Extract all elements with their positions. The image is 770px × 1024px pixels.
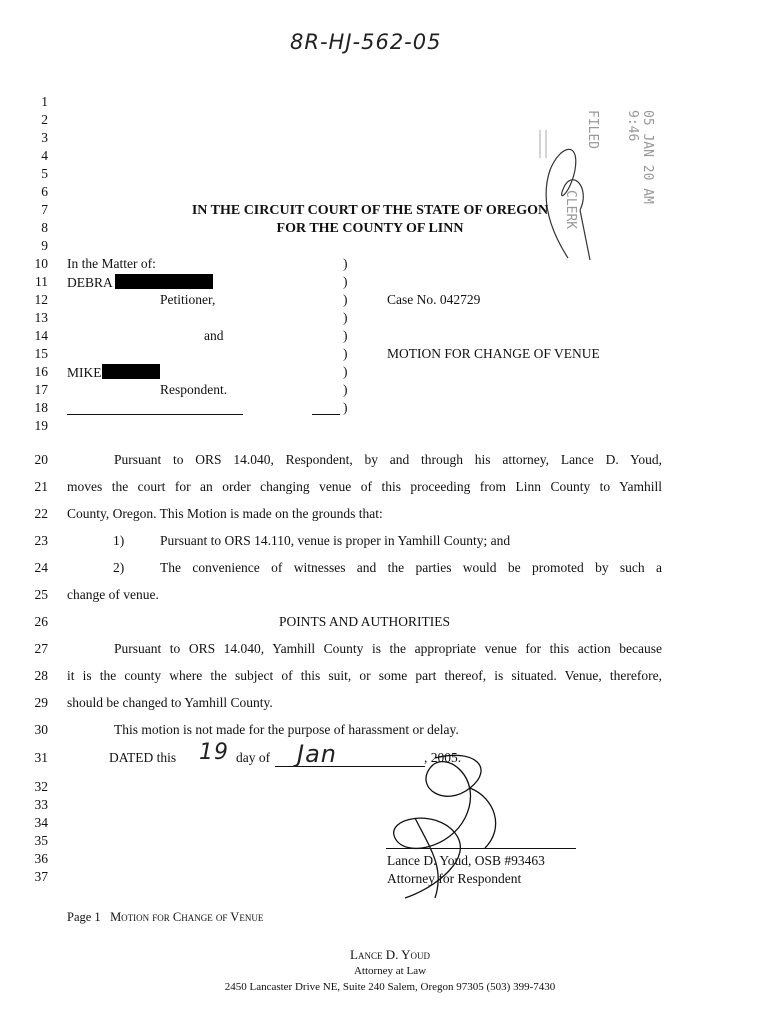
court-name: IN THE CIRCUIT COURT OF THE STATE OF OREGON <box>191 203 549 218</box>
caption-paren: ) <box>343 328 348 343</box>
clerk-stamp-scribble <box>520 110 660 270</box>
handwritten-case-number: 8R-HJ-562-05 <box>290 30 442 54</box>
line-number: 27 <box>34 641 48 656</box>
line-number: 6 <box>41 184 48 199</box>
line-number: 17 <box>34 382 48 397</box>
line-number: 26 <box>34 614 48 629</box>
line-number: 7 <box>41 202 48 217</box>
page-label: Page 1 <box>67 910 101 924</box>
line-number: 33 <box>34 797 48 812</box>
item-2-text-line-1: The convenience of witnesses and the parties would be promoted by such a <box>160 560 662 575</box>
caption-paren: ) <box>343 364 348 379</box>
petitioner-role: Petitioner, <box>160 292 216 307</box>
line-number: 22 <box>34 506 48 521</box>
dated-month: Jan <box>297 740 337 768</box>
line-number: 21 <box>34 479 48 494</box>
line-number: 32 <box>34 779 48 794</box>
line-number: 18 <box>34 400 48 415</box>
caption-paren: ) <box>343 274 348 289</box>
line-number: 10 <box>34 256 48 271</box>
caption-underline-right <box>312 414 340 415</box>
letterhead-attorney-name: Lance D. Youd <box>350 947 430 962</box>
court-county: FOR THE COUNTY OF LINN <box>276 221 464 236</box>
redaction-bar <box>102 364 160 379</box>
line-number: 13 <box>34 310 48 325</box>
line-number: 30 <box>34 722 48 737</box>
line-number: 14 <box>34 328 48 343</box>
motion-title: MOTION FOR CHANGE OF VENUE <box>387 346 600 361</box>
line-number: 8 <box>41 220 48 235</box>
line-number: 12 <box>34 292 48 307</box>
filing-stamp-filed: FILED <box>585 110 600 150</box>
caption-paren: ) <box>343 346 348 361</box>
line-number: 20 <box>34 452 48 467</box>
line-number: 3 <box>41 130 48 145</box>
line-number: 24 <box>34 560 48 575</box>
line-number: 34 <box>34 815 48 830</box>
caption-paren: ) <box>343 400 348 415</box>
line-number: 28 <box>34 668 48 683</box>
item-1-text: Pursuant to ORS 14.110, venue is proper in Yamhill County; and <box>160 533 511 548</box>
caption-paren: ) <box>343 310 348 325</box>
line-number: 29 <box>34 695 48 710</box>
filing-stamp-clerk: CLERK <box>563 190 578 230</box>
dated-year: , 2005. <box>424 750 462 765</box>
letterhead-address: 2450 Lancaster Drive NE, Suite 240 Salem, Oregon 97305 (503) 399-7430 <box>224 981 556 993</box>
and-label: and <box>204 328 224 343</box>
paragraph-2-line-2: it is the county where the subject of this suit, or some part thereof, is situated. Venue, therefore, <box>67 668 662 683</box>
line-number: 37 <box>34 869 48 884</box>
item-2-text-line-2: change of venue. <box>67 587 159 602</box>
filing-stamp-date: 05 JAN 20 AM 9:46 <box>625 110 655 204</box>
signature-line <box>386 848 576 849</box>
points-authorities-heading: POINTS AND AUTHORITIES <box>278 614 450 629</box>
line-number: 1 <box>41 94 48 109</box>
matter-label: In the Matter of: <box>67 256 156 271</box>
redaction-bar <box>115 274 213 289</box>
respondent-first-name: MIKE <box>67 365 102 380</box>
dated-mid: day of <box>236 750 271 765</box>
paragraph-2-line-1: Pursuant to ORS 14.040, Yamhill County is the appropriate venue for this action because <box>114 641 662 656</box>
paragraph-3: This motion is not made for the purpose of harassment or delay. <box>114 722 459 737</box>
paragraph-2-line-3: should be changed to Yamhill County. <box>67 695 273 710</box>
letterhead-attorney-title: Attorney at Law <box>353 965 427 977</box>
line-number: 35 <box>34 833 48 848</box>
line-number: 15 <box>34 346 48 361</box>
petitioner-first-name: DEBRA <box>67 275 113 290</box>
dated-prefix: DATED this <box>109 750 177 765</box>
line-number: 19 <box>34 418 48 433</box>
page-footer-title: Motion for Change of Venue <box>110 910 264 924</box>
paragraph-1-line-3: County, Oregon. This Motion is made on the grounds that: <box>67 506 383 521</box>
petitioner-name <box>67 274 213 291</box>
line-number: 4 <box>41 148 48 163</box>
respondent-role: Respondent. <box>160 382 228 397</box>
line-number: 9 <box>41 238 48 253</box>
line-number: 11 <box>35 274 48 289</box>
caption-paren: ) <box>343 292 348 307</box>
item-2-number: 2) <box>113 560 125 575</box>
line-number: 36 <box>34 851 48 866</box>
item-1-number: 1) <box>113 533 125 548</box>
dated-day: 19 <box>199 740 229 765</box>
line-number: 23 <box>34 533 48 548</box>
caption-underline-left <box>67 414 243 415</box>
respondent-name <box>67 364 160 381</box>
line-number: 31 <box>34 750 48 765</box>
caption-paren: ) <box>343 256 348 271</box>
page-footer <box>67 910 263 925</box>
line-number: 2 <box>41 112 48 127</box>
case-number: Case No. 042729 <box>387 292 481 307</box>
attorney-signature-title: Attorney for Respondent <box>387 871 522 886</box>
line-number: 5 <box>41 166 48 181</box>
attorney-signature-name: Lance D. Youd, OSB #93463 <box>387 853 545 868</box>
line-number: 25 <box>34 587 48 602</box>
caption-paren: ) <box>343 382 348 397</box>
line-number: 16 <box>34 364 48 379</box>
paragraph-1-line-2: moves the court for an order changing venue of this proceeding from Linn County to Yamhill <box>67 479 662 494</box>
paragraph-1-line-1: Pursuant to ORS 14.040, Respondent, by and through his attorney, Lance D. Youd, <box>114 452 662 467</box>
